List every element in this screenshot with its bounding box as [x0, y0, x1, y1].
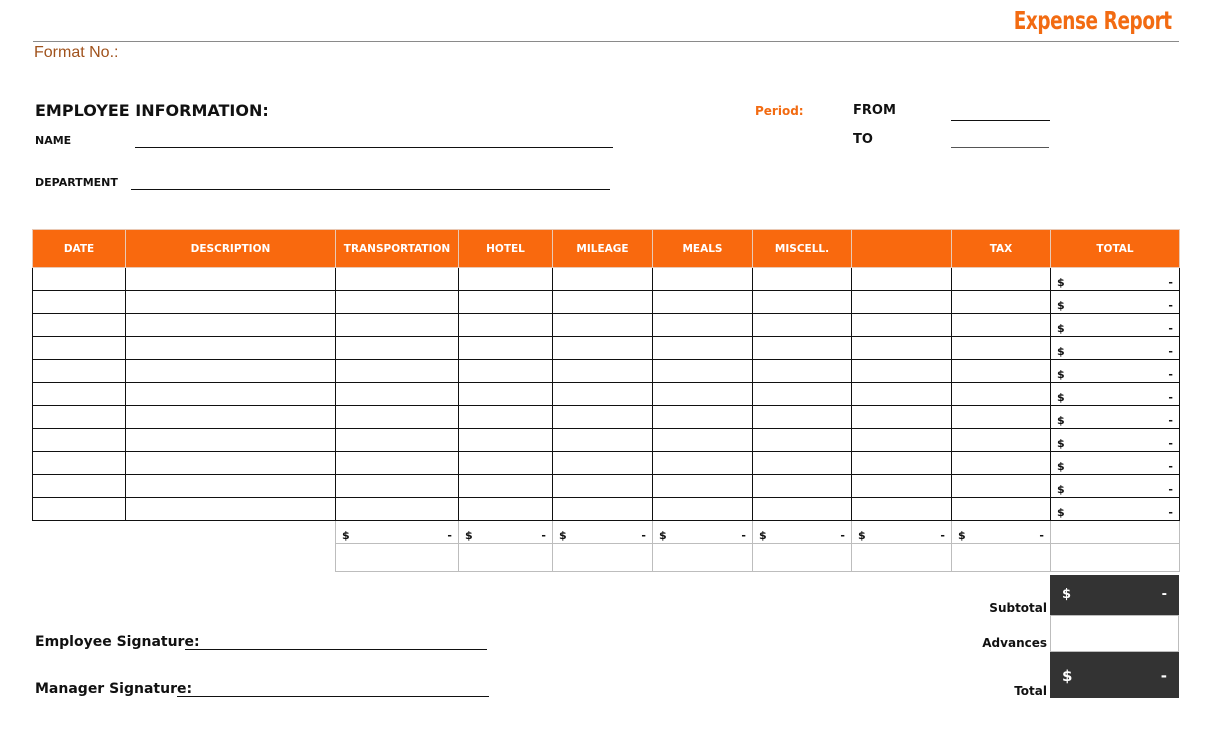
table-cell[interactable] — [753, 406, 852, 429]
table-cell[interactable] — [952, 452, 1051, 475]
table-row — [33, 268, 1180, 291]
table-cell[interactable] — [952, 383, 1051, 406]
table-row — [33, 291, 1180, 314]
table-cell[interactable] — [336, 452, 459, 475]
table-cell[interactable] — [653, 360, 753, 383]
table-cell[interactable] — [126, 314, 336, 337]
table-cell[interactable] — [459, 291, 553, 314]
table-cell[interactable] — [852, 498, 952, 521]
table-cell[interactable] — [753, 360, 852, 383]
table-cell[interactable] — [852, 291, 952, 314]
table-cell[interactable] — [336, 337, 459, 360]
advances-field[interactable] — [1050, 615, 1179, 652]
column-header-blank — [852, 230, 952, 268]
column-total-hotel: $ - — [459, 521, 553, 544]
table-cell[interactable] — [33, 498, 126, 521]
column-header-mileage: MILEAGE — [553, 230, 653, 268]
table-cell[interactable] — [553, 383, 653, 406]
row-total-cell: $ - — [1051, 452, 1180, 475]
table-cell[interactable] — [459, 475, 553, 498]
table-cell[interactable] — [852, 452, 952, 475]
table-cell[interactable] — [459, 429, 553, 452]
name-field[interactable] — [135, 147, 613, 148]
table-cell[interactable] — [336, 429, 459, 452]
column-total-transportation: $ - — [336, 521, 459, 544]
table-cell[interactable] — [753, 314, 852, 337]
table-row — [33, 383, 1180, 406]
name-label: NAME — [35, 134, 72, 147]
column-total-mileage: $ - — [553, 521, 653, 544]
table-cell[interactable] — [753, 337, 852, 360]
table-cell[interactable] — [753, 383, 852, 406]
table-cell[interactable] — [553, 475, 653, 498]
row-total-cell: $ - — [1051, 406, 1180, 429]
column-header-meals: MEALS — [653, 230, 753, 268]
employee-signature-field[interactable] — [185, 649, 487, 650]
department-label: DEPARTMENT — [35, 176, 118, 189]
manager-signature-field[interactable] — [177, 696, 489, 697]
table-cell[interactable] — [852, 268, 952, 291]
table-cell[interactable] — [126, 406, 336, 429]
table-cell[interactable] — [459, 498, 553, 521]
table-cell[interactable] — [336, 360, 459, 383]
table-cell[interactable] — [33, 383, 126, 406]
table-row — [33, 406, 1180, 429]
table-row — [33, 475, 1180, 498]
table-cell[interactable] — [753, 452, 852, 475]
to-field[interactable] — [951, 147, 1049, 148]
column-header-description: DESCRIPTION — [126, 230, 336, 268]
row-total-cell: $ - — [1051, 498, 1180, 521]
table-cell[interactable] — [336, 475, 459, 498]
row-total-cell: $ - — [1051, 383, 1180, 406]
table-cell[interactable] — [553, 291, 653, 314]
table-cell[interactable] — [336, 383, 459, 406]
table-cell[interactable] — [336, 291, 459, 314]
employee-signature-label: Employee Signature: — [35, 634, 200, 650]
row-total-cell: $ - — [1051, 429, 1180, 452]
column-header-transportation: TRANSPORTATION — [336, 230, 459, 268]
column-header-total: TOTAL — [1051, 230, 1180, 268]
table-cell[interactable] — [33, 268, 126, 291]
table-cell[interactable] — [33, 314, 126, 337]
table-cell[interactable] — [336, 498, 459, 521]
table-cell[interactable] — [653, 337, 753, 360]
department-field[interactable] — [131, 189, 610, 190]
table-cell[interactable] — [852, 337, 952, 360]
table-cell[interactable] — [553, 406, 653, 429]
table-cell[interactable] — [553, 360, 653, 383]
table-cell[interactable] — [653, 383, 753, 406]
column-header-miscell: MISCELL. — [753, 230, 852, 268]
table-cell[interactable] — [852, 383, 952, 406]
table-cell[interactable] — [653, 291, 753, 314]
table-cell[interactable] — [126, 291, 336, 314]
table-cell[interactable] — [336, 314, 459, 337]
table-cell[interactable] — [553, 337, 653, 360]
column-total-empty — [1051, 521, 1180, 544]
column-header-hotel: HOTEL — [459, 230, 553, 268]
table-cell[interactable] — [653, 314, 753, 337]
table-cell[interactable] — [952, 291, 1051, 314]
table-cell[interactable] — [459, 314, 553, 337]
table-cell[interactable] — [653, 429, 753, 452]
table-cell[interactable] — [33, 291, 126, 314]
table-cell[interactable] — [126, 475, 336, 498]
row-total-cell: $ - — [1051, 314, 1180, 337]
table-cell[interactable] — [753, 498, 852, 521]
table-cell[interactable] — [553, 314, 653, 337]
table-cell[interactable] — [33, 452, 126, 475]
table-cell[interactable] — [459, 268, 553, 291]
table-cell[interactable] — [852, 314, 952, 337]
row-total-cell: $ - — [1051, 360, 1180, 383]
total-value: $ - — [1050, 652, 1179, 698]
table-cell[interactable] — [952, 406, 1051, 429]
table-cell[interactable] — [553, 498, 653, 521]
table-row — [33, 314, 1180, 337]
table-cell[interactable] — [753, 268, 852, 291]
table-cell[interactable] — [753, 429, 852, 452]
employee-info-heading: EMPLOYEE INFORMATION: — [35, 101, 269, 120]
table-cell[interactable] — [852, 360, 952, 383]
table-cell[interactable] — [952, 498, 1051, 521]
table-cell[interactable] — [553, 429, 653, 452]
table-cell[interactable] — [653, 268, 753, 291]
table-cell[interactable] — [459, 360, 553, 383]
table-cell[interactable] — [459, 383, 553, 406]
report-title: Expense Report — [1013, 6, 1172, 35]
table-cell[interactable] — [553, 268, 653, 291]
table-cell[interactable] — [952, 475, 1051, 498]
table-cell[interactable] — [33, 337, 126, 360]
table-cell[interactable] — [852, 406, 952, 429]
row-total-cell: $ - — [1051, 268, 1180, 291]
table-cell[interactable] — [653, 475, 753, 498]
table-row — [33, 452, 1180, 475]
table-cell[interactable] — [336, 406, 459, 429]
table-cell[interactable] — [852, 475, 952, 498]
row-total-cell: $ - — [1051, 337, 1180, 360]
table-cell[interactable] — [126, 337, 336, 360]
period-label: Period: — [755, 104, 804, 118]
column-header-tax: TAX — [952, 230, 1051, 268]
column-total-meals: $ - — [653, 521, 753, 544]
title-divider — [33, 41, 1179, 42]
table-cell[interactable] — [753, 475, 852, 498]
format-number-label: Format No.: — [34, 44, 119, 61]
table-cell[interactable] — [126, 429, 336, 452]
table-cell[interactable] — [952, 429, 1051, 452]
table-cell[interactable] — [653, 498, 753, 521]
column-total-miscell: $ - — [753, 521, 852, 544]
from-field[interactable] — [951, 120, 1050, 121]
subtotal-value: $ - — [1050, 575, 1179, 615]
table-cell[interactable] — [852, 429, 952, 452]
table-cell[interactable] — [753, 291, 852, 314]
table-cell[interactable] — [952, 337, 1051, 360]
table-cell[interactable] — [459, 452, 553, 475]
table-cell[interactable] — [126, 452, 336, 475]
table-row — [33, 498, 1180, 521]
subtotal-label: Subtotal — [989, 601, 1047, 615]
table-cell[interactable] — [33, 475, 126, 498]
table-header-row — [33, 230, 1180, 268]
manager-signature-label: Manager Signature: — [35, 681, 193, 697]
expense-table — [32, 229, 1180, 572]
table-row — [33, 337, 1180, 360]
table-cell[interactable] — [336, 268, 459, 291]
table-cell[interactable] — [33, 429, 126, 452]
table-cell[interactable] — [653, 406, 753, 429]
total-label: Total — [1014, 684, 1047, 698]
table-cell[interactable] — [126, 498, 336, 521]
from-label: FROM — [853, 103, 896, 118]
table-cell[interactable] — [126, 383, 336, 406]
column-totals-row — [33, 521, 1180, 544]
table-cell[interactable] — [33, 406, 126, 429]
column-extra-row — [33, 544, 1180, 572]
table-cell[interactable] — [952, 268, 1051, 291]
to-label: TO — [853, 132, 873, 147]
table-cell[interactable] — [952, 314, 1051, 337]
column-header-date: DATE — [33, 230, 126, 268]
table-cell[interactable] — [459, 337, 553, 360]
table-cell[interactable] — [126, 360, 336, 383]
table-cell[interactable] — [33, 360, 126, 383]
row-total-cell: $ - — [1051, 291, 1180, 314]
table-cell[interactable] — [126, 268, 336, 291]
column-total-blank: $ - — [852, 521, 952, 544]
row-total-cell: $ - — [1051, 475, 1180, 498]
advances-label: Advances — [982, 636, 1047, 650]
table-cell[interactable] — [459, 406, 553, 429]
table-cell[interactable] — [653, 452, 753, 475]
table-cell[interactable] — [553, 452, 653, 475]
table-row — [33, 429, 1180, 452]
table-cell[interactable] — [952, 360, 1051, 383]
column-total-tax: $ - — [952, 521, 1051, 544]
table-row — [33, 360, 1180, 383]
